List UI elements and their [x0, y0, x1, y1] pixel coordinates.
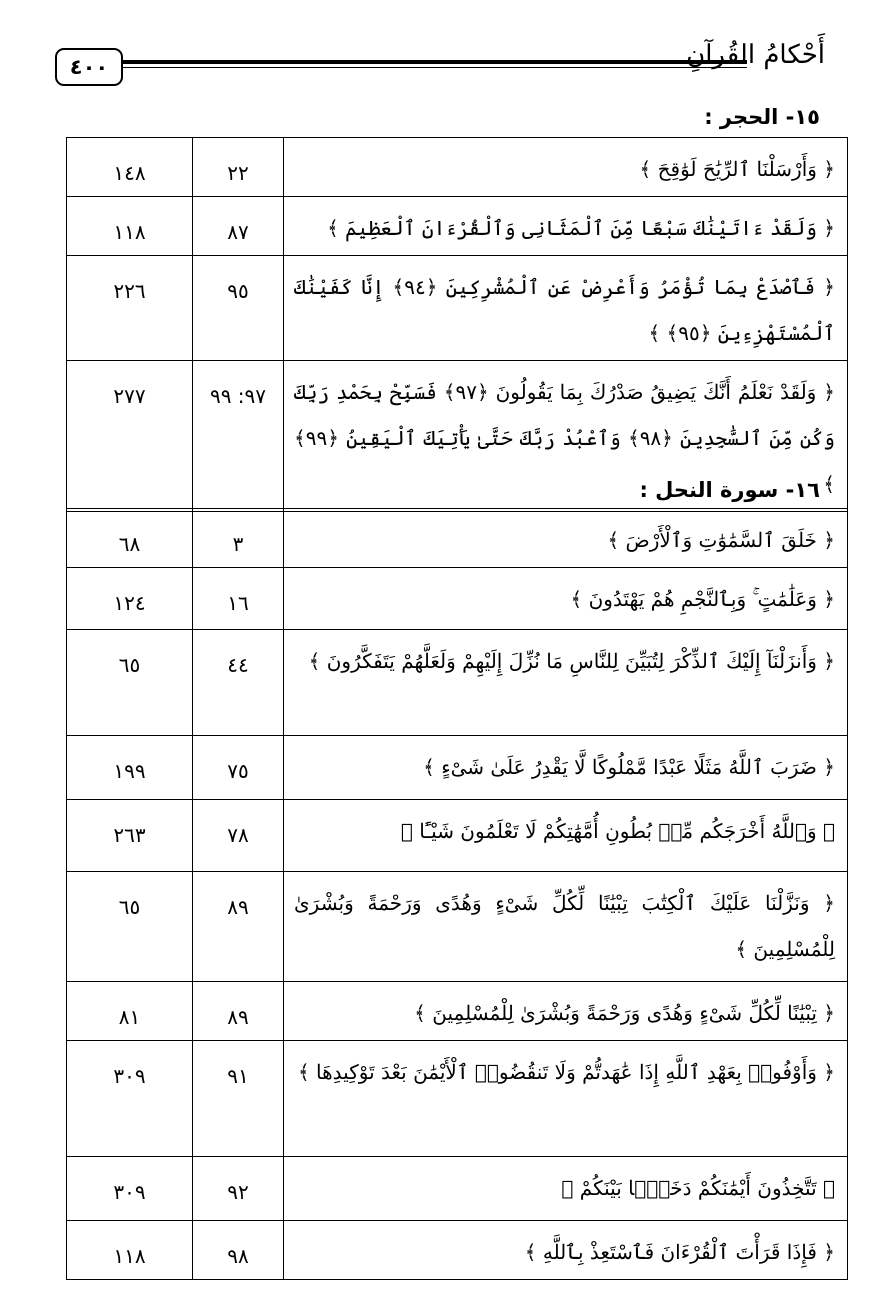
page-reference: ١٢٤: [67, 568, 193, 630]
table-row: [67, 736, 848, 800]
verse-text: ﴿ تِبْيَٰنًا لِّكُلِّ شَىْءٍ وَهُدًى وَرَحْمَةً وَبُشْرَىٰ لِلْمُسْلِمِينَ ﴾: [284, 982, 848, 1041]
verse-text: ﴿ وَعَلَٰمَٰتٍ ۚ وَبِٱلنَّجْمِ هُمْ يَهْتَدُونَ ﴾: [284, 568, 848, 630]
ayah-number: ٢٢: [193, 138, 284, 197]
verse-text: ﴿ وَأَنزَلْنَآ إِلَيْكَ ٱلذِّكْرَ لِتُبَيِّنَ لِلنَّاسِ مَا نُزِّلَ إِلَيْهِمْ وَلَعَلَّهُمْ يَتَفَكَّرُونَ ﴾: [284, 630, 848, 736]
table-row: [67, 1157, 848, 1221]
page-reference: ٦٥: [67, 872, 193, 982]
page-reference: ١١٨: [67, 1221, 193, 1280]
table-row: [67, 138, 848, 197]
page-reference: ٦٨: [67, 509, 193, 568]
page-reference: ٣٠٩: [67, 1041, 193, 1157]
table-row: [67, 872, 848, 982]
verse-text: ﴿ تَتَّخِذُونَ أَيْمَٰنَكُمْ دَخَلًۢا بَيْنَكُمْ ﴾: [284, 1157, 848, 1221]
page-reference: ١٤٨: [67, 138, 193, 197]
verse-text: ﴿ فَٱصْدَعْ بِمَا تُؤْمَرُ وَأَعْرِضْ عَنِ ٱلْمُشْرِكِينَ ﴿٩٤﴾ إِنَّا كَفَيْنَٰكَ ٱلْمُسْتَهْزِءِينَ ﴿٩٥﴾ ﴾: [284, 256, 848, 361]
header-rule: [121, 60, 747, 64]
verse-text: ﴿ وَٱللَّهُ أَخْرَجَكُم مِّنۢ بُطُونِ أُمَّهَٰتِكُمْ لَا تَعْلَمُونَ شَيْـًٔا ﴾: [284, 800, 848, 872]
ayah-number: ٧٥: [193, 736, 284, 800]
verse-text: ﴿ وَلَقَدْ ءَاتَيْنَٰكَ سَبْعًا مِّنَ ٱلْمَثَانِى وَٱلْقُرْءَانَ ٱلْعَظِيمَ ﴾: [284, 197, 848, 256]
section-heading-hijr: ١٥- الحجر :: [704, 105, 820, 129]
verse-text: ﴿ وَلَقَدْ نَعْلَمُ أَنَّكَ يَضِيقُ صَدْرُكَ بِمَا يَقُولُونَ ﴿٩٧﴾ فَسَبِّحْ بِحَمْدِ رَبِّكَ وَكُن مِّنَ ٱلسَّٰجِدِينَ ﴿٩٨﴾ وَٱعْبُدْ رَبَّكَ حَتَّىٰ يَأْتِيَكَ ٱلْيَقِينُ ﴿٩٩﴾ ﴾: [284, 361, 848, 512]
page-reference: ٨١: [67, 982, 193, 1041]
page-number: ٤٠٠: [55, 48, 123, 86]
page-header: [55, 40, 825, 90]
ayah-number: ٨٩: [193, 982, 284, 1041]
ayah-number: ٤٤: [193, 630, 284, 736]
ayah-number: ١٦: [193, 568, 284, 630]
table-row: [67, 1221, 848, 1280]
ayah-number: ٣: [193, 509, 284, 568]
ayah-number: ٩٧: ٩٩: [193, 361, 284, 512]
ayah-number: ٨٧: [193, 197, 284, 256]
book-title: أَحْكامُ القُرآنِ: [686, 40, 825, 70]
page-reference: ٢٢٦: [67, 256, 193, 361]
section-heading-nahl: ١٦- سورة النحل :: [639, 478, 820, 502]
ayah-number: ٩٥: [193, 256, 284, 361]
verse-text: ﴿ وَأَوْفُوا۟ بِعَهْدِ ٱللَّهِ إِذَا عَٰهَدتُّمْ وَلَا تَنقُضُوا۟ ٱلْأَيْمَٰنَ بَعْدَ تَوْكِيدِهَا ﴾: [284, 1041, 848, 1157]
page-reference: ٦٥: [67, 630, 193, 736]
header-rule-thin: [121, 67, 747, 68]
ayah-number: ٩٢: [193, 1157, 284, 1221]
table-row: [67, 568, 848, 630]
table-row: [67, 197, 848, 256]
page-reference: ٣٠٩: [67, 1157, 193, 1221]
page-reference: ٢٧٧: [67, 361, 193, 512]
verse-table-nahl: [66, 508, 848, 1280]
ayah-number: ٧٨: [193, 800, 284, 872]
verse-text: ﴿ خَلَقَ ٱلسَّمَٰوَٰتِ وَٱلْأَرْضَ ﴾: [284, 509, 848, 568]
table-row: [67, 1041, 848, 1157]
verse-text: ﴿ وَنَزَّلْنَا عَلَيْكَ ٱلْكِتَٰبَ تِبْيَٰنًا لِّكُلِّ شَىْءٍ وَهُدًى وَرَحْمَةً وَبُشْرَىٰ لِلْمُسْلِمِينَ ﴾: [284, 872, 848, 982]
verse-text: ﴿ ضَرَبَ ٱللَّهُ مَثَلًا عَبْدًا مَّمْلُوكًا لَّا يَقْدِرُ عَلَىٰ شَىْءٍ ﴾: [284, 736, 848, 800]
verse-text: ﴿ وَأَرْسَلْنَا ٱلرِّيَٰحَ لَوَٰقِحَ ﴾: [284, 138, 848, 197]
table-row: [67, 800, 848, 872]
ayah-number: ٨٩: [193, 872, 284, 982]
page-reference: ١٩٩: [67, 736, 193, 800]
ayah-number: ٩١: [193, 1041, 284, 1157]
table-row: [67, 982, 848, 1041]
verse-table-hijr: [66, 137, 848, 512]
verse-text: ﴿ فَإِذَا قَرَأْتَ ٱلْقُرْءَانَ فَٱسْتَعِذْ بِٱللَّهِ ﴾: [284, 1221, 848, 1280]
page-reference: ٢٦٣: [67, 800, 193, 872]
table-row: [67, 630, 848, 736]
page-reference: ١١٨: [67, 197, 193, 256]
table-row: [67, 256, 848, 361]
table-row: [67, 509, 848, 568]
ayah-number: ٩٨: [193, 1221, 284, 1280]
